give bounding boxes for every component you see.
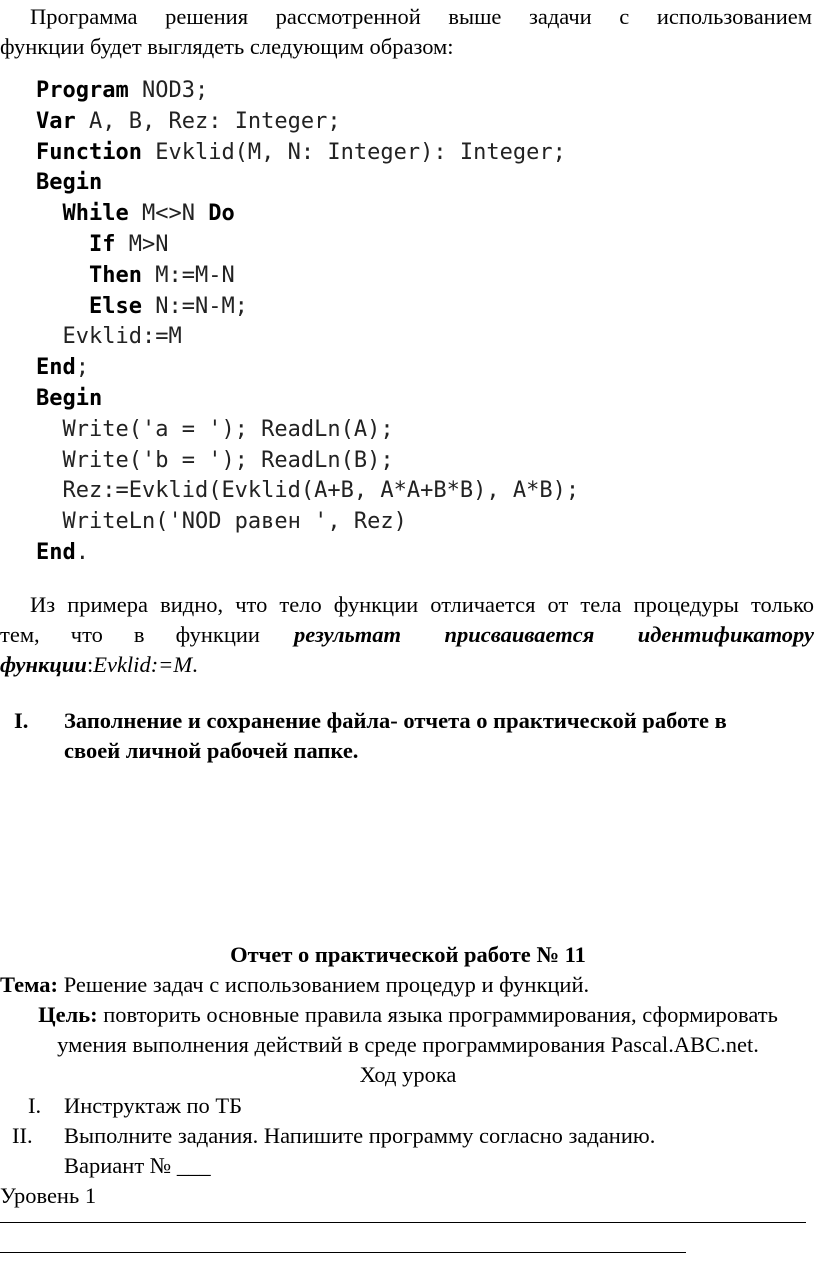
report-topic (0, 970, 816, 1000)
section-title-line-1: Заполнение и сохранение файла- отчета о практической работе в (64, 708, 727, 733)
code-keyword: End (36, 539, 76, 565)
code-line (36, 507, 696, 538)
code-line (36, 415, 696, 446)
code-line (36, 168, 696, 199)
topic-text: Решение задач с использованием процедур и функций. (58, 972, 590, 997)
code-text: Evklid:=M (62, 324, 182, 350)
code-keyword: Else (88, 293, 142, 319)
code-text: NOD3; (128, 78, 209, 103)
code-line (36, 261, 696, 292)
item-2-number: II. (12, 1123, 33, 1148)
code-line (36, 384, 696, 415)
intro-line-2: функции будет выглядеть следующим образом: (0, 34, 454, 59)
code-keyword: Then (88, 262, 142, 288)
code-text: A, B, Rez: Integer; (75, 108, 341, 134)
explain-emphasis-word: присваивается (444, 622, 595, 647)
code-listing (36, 76, 696, 569)
item-1-number: I. (28, 1093, 42, 1118)
explain-emphasis-word: результат (294, 622, 402, 647)
code-keyword: If (88, 231, 116, 257)
level-label: Уровень 1 (0, 1183, 97, 1208)
code-keyword: Do (208, 201, 235, 227)
report-title: Отчет о практической работе № 11 (230, 942, 586, 967)
code-text: . (75, 539, 89, 565)
explain-word: тем, (0, 622, 40, 647)
code-keyword: Var (36, 108, 76, 134)
code-keyword: Begin (36, 170, 103, 196)
code-line (36, 446, 696, 477)
section-number: I. (14, 708, 29, 733)
code-text: Evklid(M, N: Integer): Integer; (141, 139, 566, 165)
code-line (36, 353, 696, 384)
goal-label: Цель: (38, 1002, 98, 1027)
code-text: M:=M-N (141, 262, 235, 288)
explain-emphasis-word: идентификатору (637, 622, 814, 647)
code-text: Rez:=Evklid(Evklid(A+B, A*A+B*B), A*B); (62, 478, 580, 504)
explain-line-1: Из примера видно, что тело функции отличается от тела процедуры только (30, 592, 814, 617)
intro-line-1: Программа решения рассмотренной выше задачи с использованием (30, 4, 812, 29)
explain-word: в (133, 622, 145, 647)
explain-period: . (192, 652, 198, 677)
report-goal (0, 1000, 816, 1030)
topic-label: Тема: (0, 972, 59, 997)
code-text: ; (75, 355, 89, 381)
code-text: M<>N (128, 201, 209, 227)
code-text: M>N (115, 231, 169, 257)
code-text: N:=N-M; (141, 293, 248, 319)
explain-line-2 (0, 620, 814, 650)
section-title-line-2: своей личной рабочей папке. (64, 738, 359, 763)
code-keyword: Begin (36, 385, 103, 411)
code-line (36, 199, 696, 230)
item-1-text: Инструктаж по ТБ (64, 1093, 243, 1118)
code-text: Write('a = '); ReadLn(A); (62, 416, 394, 442)
answer-line-1 (0, 1222, 806, 1223)
code-line (36, 107, 696, 138)
code-line (36, 292, 696, 323)
code-line (36, 322, 696, 353)
code-keyword: Program (36, 78, 129, 103)
code-keyword: While (62, 201, 129, 227)
report-goal-line-2: умения выполнения действий в среде программирования Pascal.ABC.net. (57, 1032, 759, 1057)
variant-field: Вариант № ___ (64, 1153, 211, 1178)
code-keyword: End (36, 355, 76, 381)
explain-line-3 (0, 650, 816, 680)
explain-line-2-emphasis (294, 620, 814, 650)
answer-line-2 (0, 1252, 686, 1253)
code-line (36, 138, 696, 169)
explain-function-word: функции (0, 652, 87, 677)
explain-code-ref: Evklid:=M (93, 652, 193, 677)
code-line (36, 538, 696, 569)
code-text: WriteLn('NOD равен ', Rez) (62, 509, 407, 535)
code-keyword: Function (36, 139, 142, 165)
explain-colon: : (86, 652, 94, 677)
goal-text: повторить основные правила языка программирования, сформировать (97, 1002, 778, 1027)
code-line (36, 230, 696, 261)
code-text: Write('b = '); ReadLn(B); (62, 447, 394, 473)
explain-line-2-words (0, 620, 260, 650)
report-lesson-heading: Ход урока (359, 1062, 457, 1087)
item-2-text: Выполните задания. Напишите программу согласно заданию. (64, 1123, 656, 1148)
explain-word: что (70, 622, 103, 647)
explain-word: функции (175, 622, 260, 647)
code-line (36, 76, 696, 107)
code-line (36, 476, 696, 507)
